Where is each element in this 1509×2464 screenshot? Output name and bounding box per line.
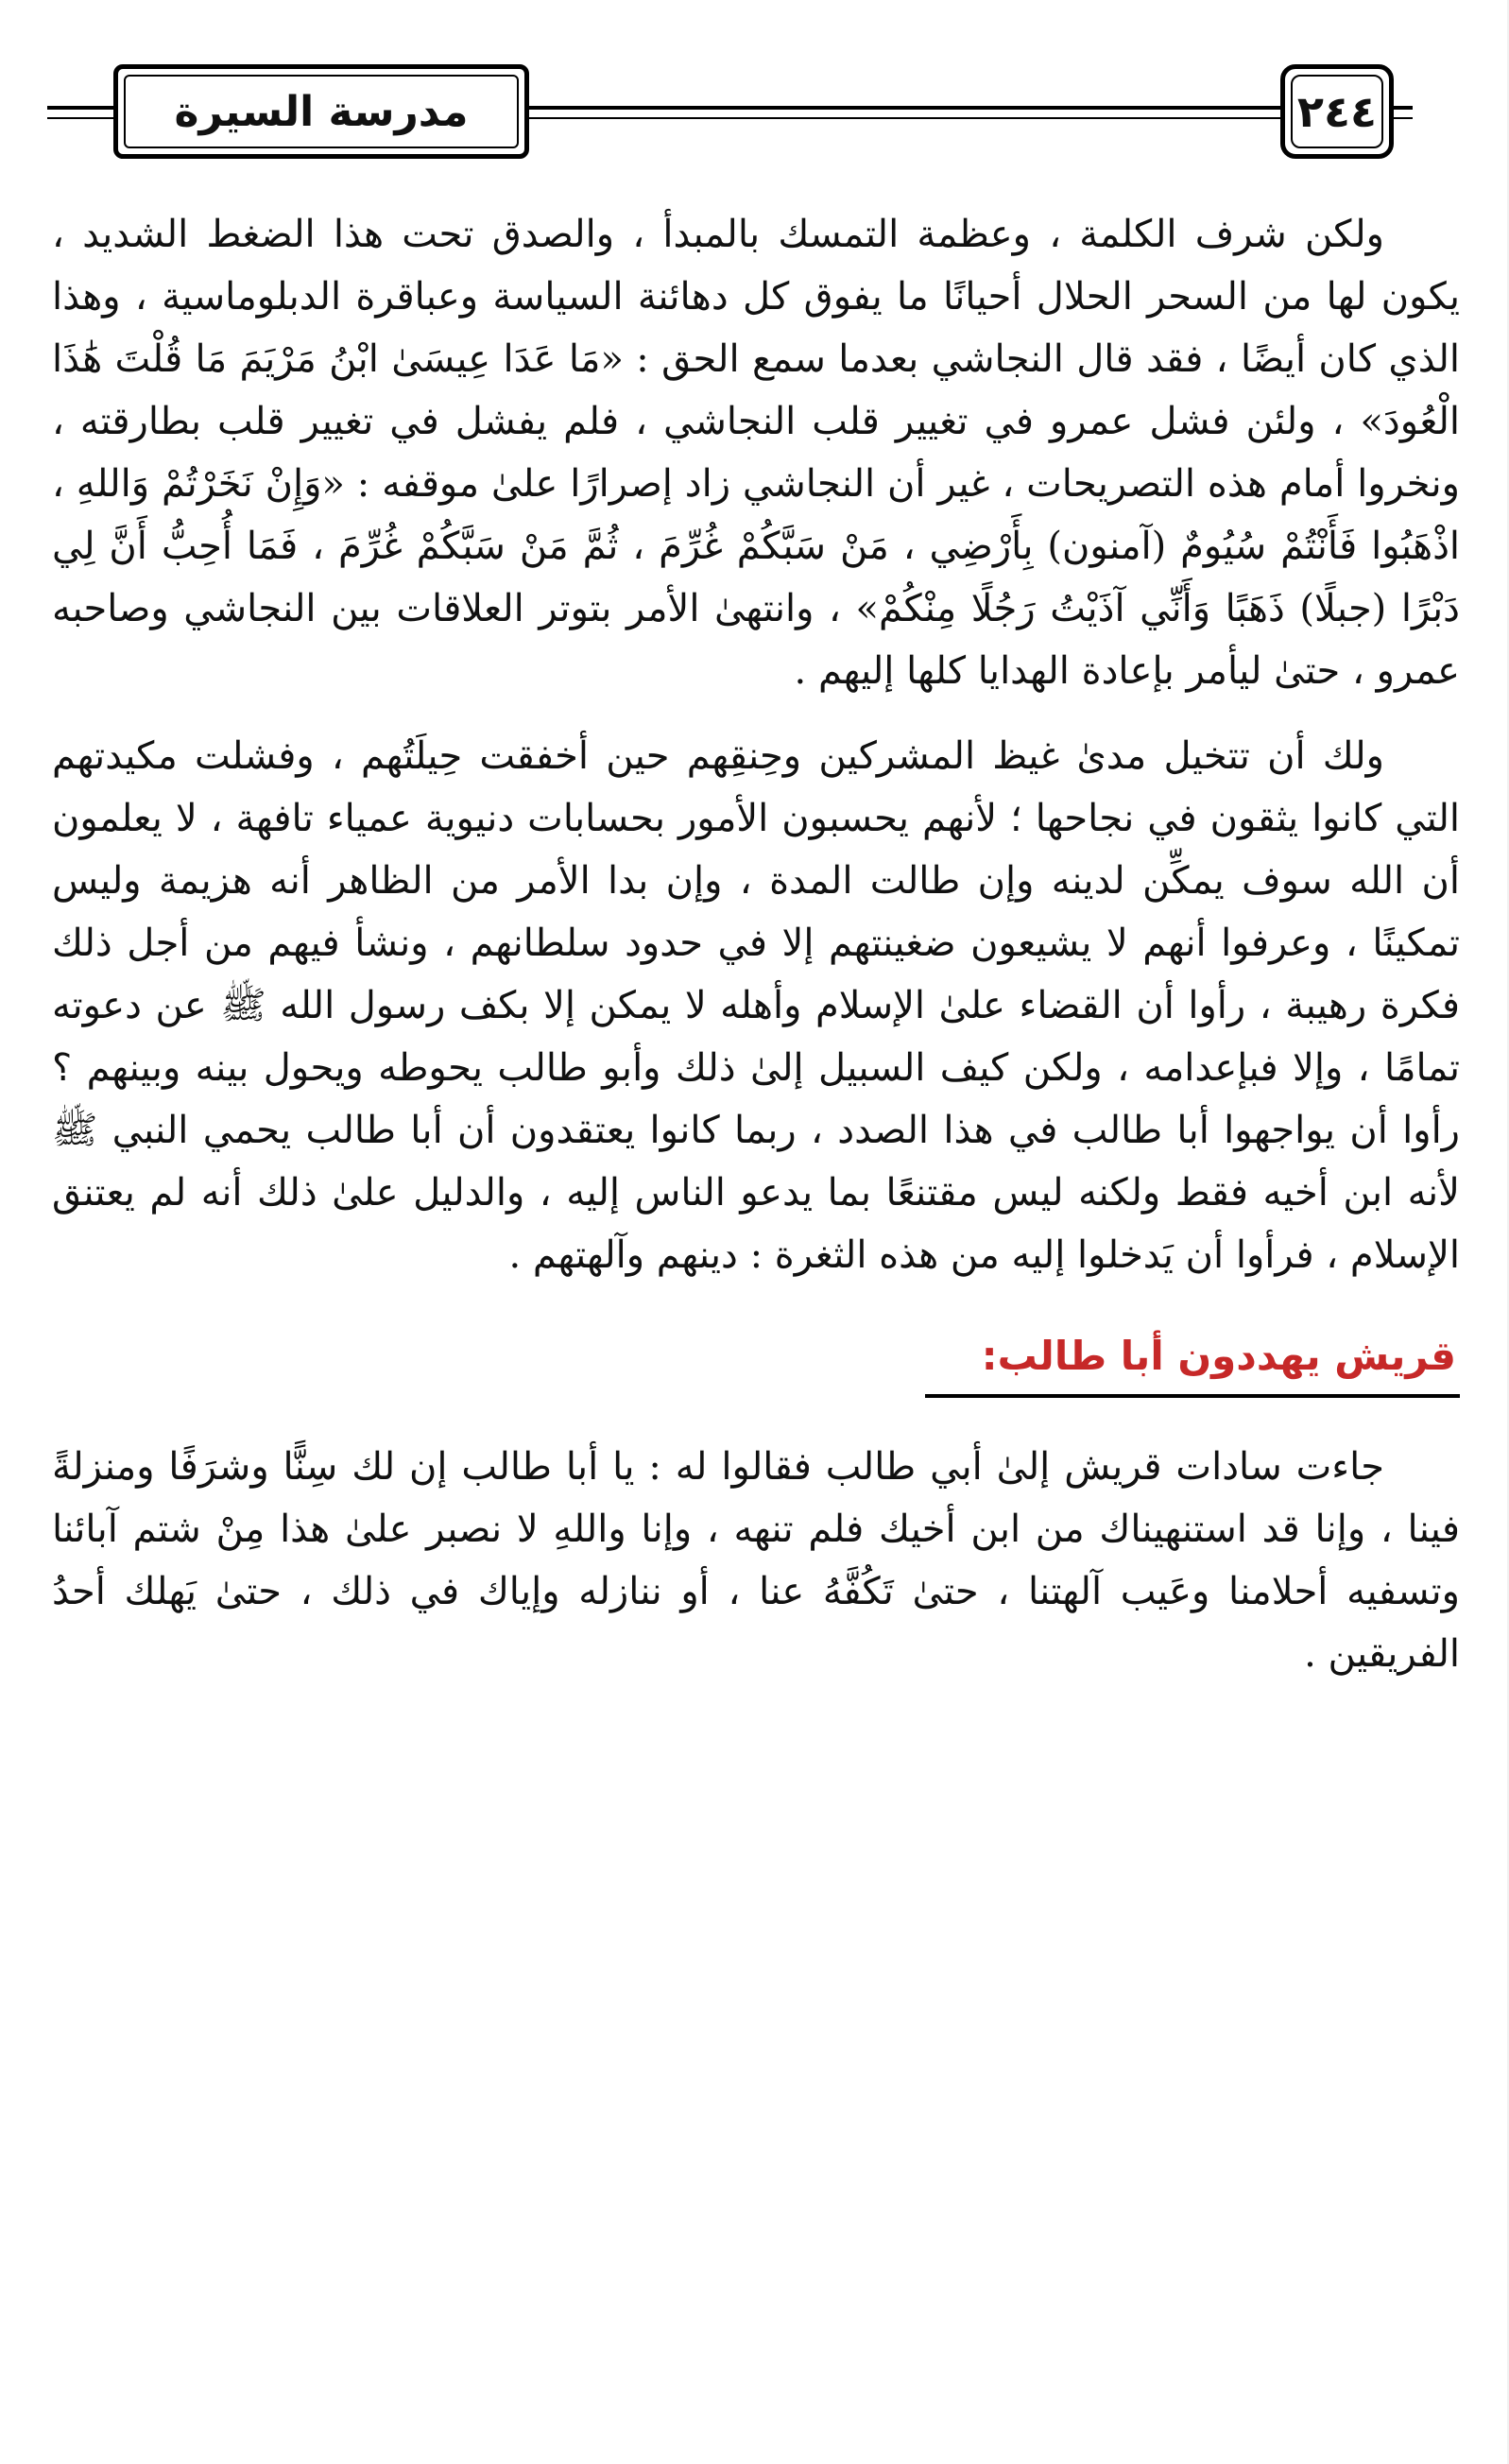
page-number: ٢٤٤ <box>1296 86 1378 137</box>
page-number-frame <box>1280 64 1394 159</box>
paragraph: ولكن شرف الكلمة ، وعظمة التمسك بالمبدأ ، والصدق تحت هذا الضغط الشديد ، يكون لها من السحر الحلال أحيانًا ما يفوق كل دهائنة السياسة وعباقرة الدبلوماسية ، وهذا الذي كان أيضًا ، فقد قال النجاشي بعدما سمع الحق : «مَا عَدَا عِيسَىٰ ابْنُ مَرْيَمَ مَا قُلْتَ هَٰذَا الْعُودَ» ، ولئن فشل عمرو في تغيير قلب النجاشي ، فلم يفشل في تغيير قلب بطارقته ، ونخروا أمام هذه التصريحات ، غير أن النجاشي زاد إصرارًا علىٰ موقفه : «وَإِنْ نَخَرْتُمْ وَاللهِ ، اذْهَبُوا فَأَنْتُمْ سُيُومٌ (آمنون) بِأَرْضِي ، مَنْ سَبَّكُمْ غُرِّمَ ، ثُمَّ مَنْ سَبَّكُمْ غُرِّمَ ، فَمَا أُحِبُّ أَنَّ لِي دَبْرًا (جبلًا) ذَهَبًا وَأَنِّي آذَيْتُ رَجُلًا مِنْكُمْ» ، وانتهىٰ الأمر بتوتر العلاقات بين النجاشي وصاحبه عمرو ، حتىٰ ليأمر بإعادة الهدايا كلها إليهم . <box>52 213 1460 693</box>
paragraph: جاءت سادات قريش إلىٰ أبي طالب فقالوا له : يا أبا طالب إن لك سِنًّا وشرَفًا ومنزلةً فينا ، وإنا قد استنهيناك من ابن أخيك فلم تنهه ، وإنا واللهِ لا نصبر علىٰ هذا مِنْ شتم آبائنا وتسفيه أحلامنا وعَيب آلهتنا ، حتىٰ تَكُفَّهُ عنا ، أو ننازله وإياك في ذلك ، حتىٰ يَهلك أحدُ الفريقين . <box>52 1445 1460 1676</box>
book-title-frame <box>113 64 529 159</box>
section-heading: قريش يهددون أبا طالب: <box>925 1328 1460 1398</box>
paragraph: ولك أن تتخيل مدىٰ غيظ المشركين وحِنقِهم حين أخفقت حِيلَتُهم ، وفشلت مكيدتهم التي كانوا يثقون في نجاحها ؛ لأنهم يحسبون الأمور بحسابات دنيوية عمياء تافهة ، لا يعلمون أن الله سوف يمكِّن لدينه وإن طالت المدة ، وإن بدا الأمر من الظاهر أنه هزيمة وليس تمكينًا ، وعرفوا أنهم لا يشيعون ضغينتهم إلا في حدود سلطانهم ، ونشأ فيهم من أجل ذلك فكرة رهيبة ، رأوا أن القضاء علىٰ الإسلام وأهله لا يمكن إلا بكف رسول الله ﷺ عن دعوته تمامًا ، وإلا فبإعدامه ، ولكن كيف السبيل إلىٰ ذلك وأبو طالب يحوطه ويحول بينه وبينهم ؟ رأوا أن يواجهوا أبا طالب في هذا الصدد ، ربما كانوا يعتقدون أن أبا طالب يحمي النبي ﷺ لأنه ابن أخيه فقط ولكنه ليس مقتنعًا بما يدعو الناس إليه ، والدليل علىٰ ذلك أنه لم يعتنق الإسلام ، فرأوا أن يَدخلوا إليه من هذه الثغرة : دينهم وآلهتهم . <box>52 734 1460 1277</box>
page-header <box>47 59 1413 177</box>
book-title: مدرسة السيرة <box>174 87 469 136</box>
page-body <box>52 203 1460 1685</box>
section-heading-wrap <box>52 1328 1460 1398</box>
